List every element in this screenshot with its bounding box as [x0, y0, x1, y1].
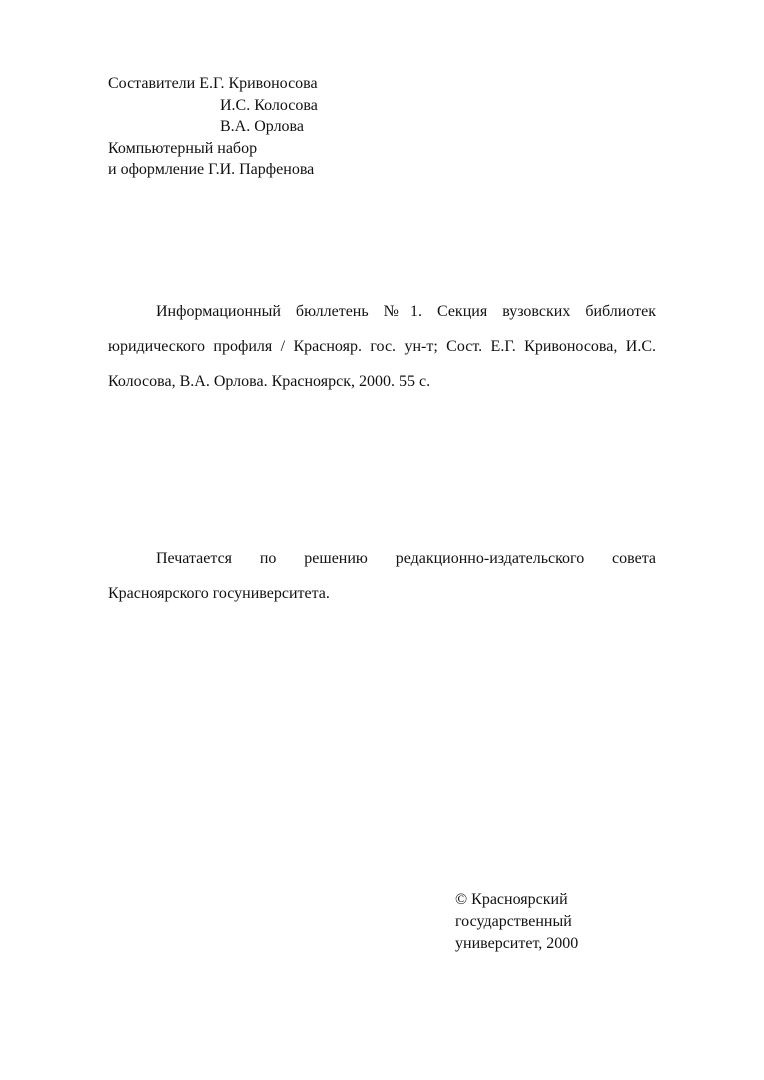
- copyright-line: © Красноярский: [455, 891, 568, 908]
- typesetting-line: и оформление Г.И. Парфенова: [108, 161, 315, 178]
- compilers-line: В.А. Орлова: [220, 118, 304, 135]
- compilers-line: И.С. Колосова: [220, 96, 318, 114]
- typesetting-line: Компьютерный набор: [108, 139, 258, 157]
- copyright-line: университет, 2000: [455, 935, 579, 952]
- copyright-block: [455, 889, 655, 955]
- publication-decision: Печатается по решению редакционно-издательского совета Красноярского госуниверситета.: [108, 550, 656, 602]
- compilers-line: Составители Е.Г. Кривоносова: [108, 75, 318, 92]
- bibliographic-description: Информационный бюллетень №1. Секция вузовских библиотек юридического профиля / Краснояр. гос. ун-т; Сост. Е.Г. Кривоносова, И.С. Колосова, В.А. Орлова. Красноярск, 2000. 55 с.: [108, 303, 656, 390]
- copyright-line: государственный: [455, 913, 572, 930]
- compilers-block: [108, 73, 508, 181]
